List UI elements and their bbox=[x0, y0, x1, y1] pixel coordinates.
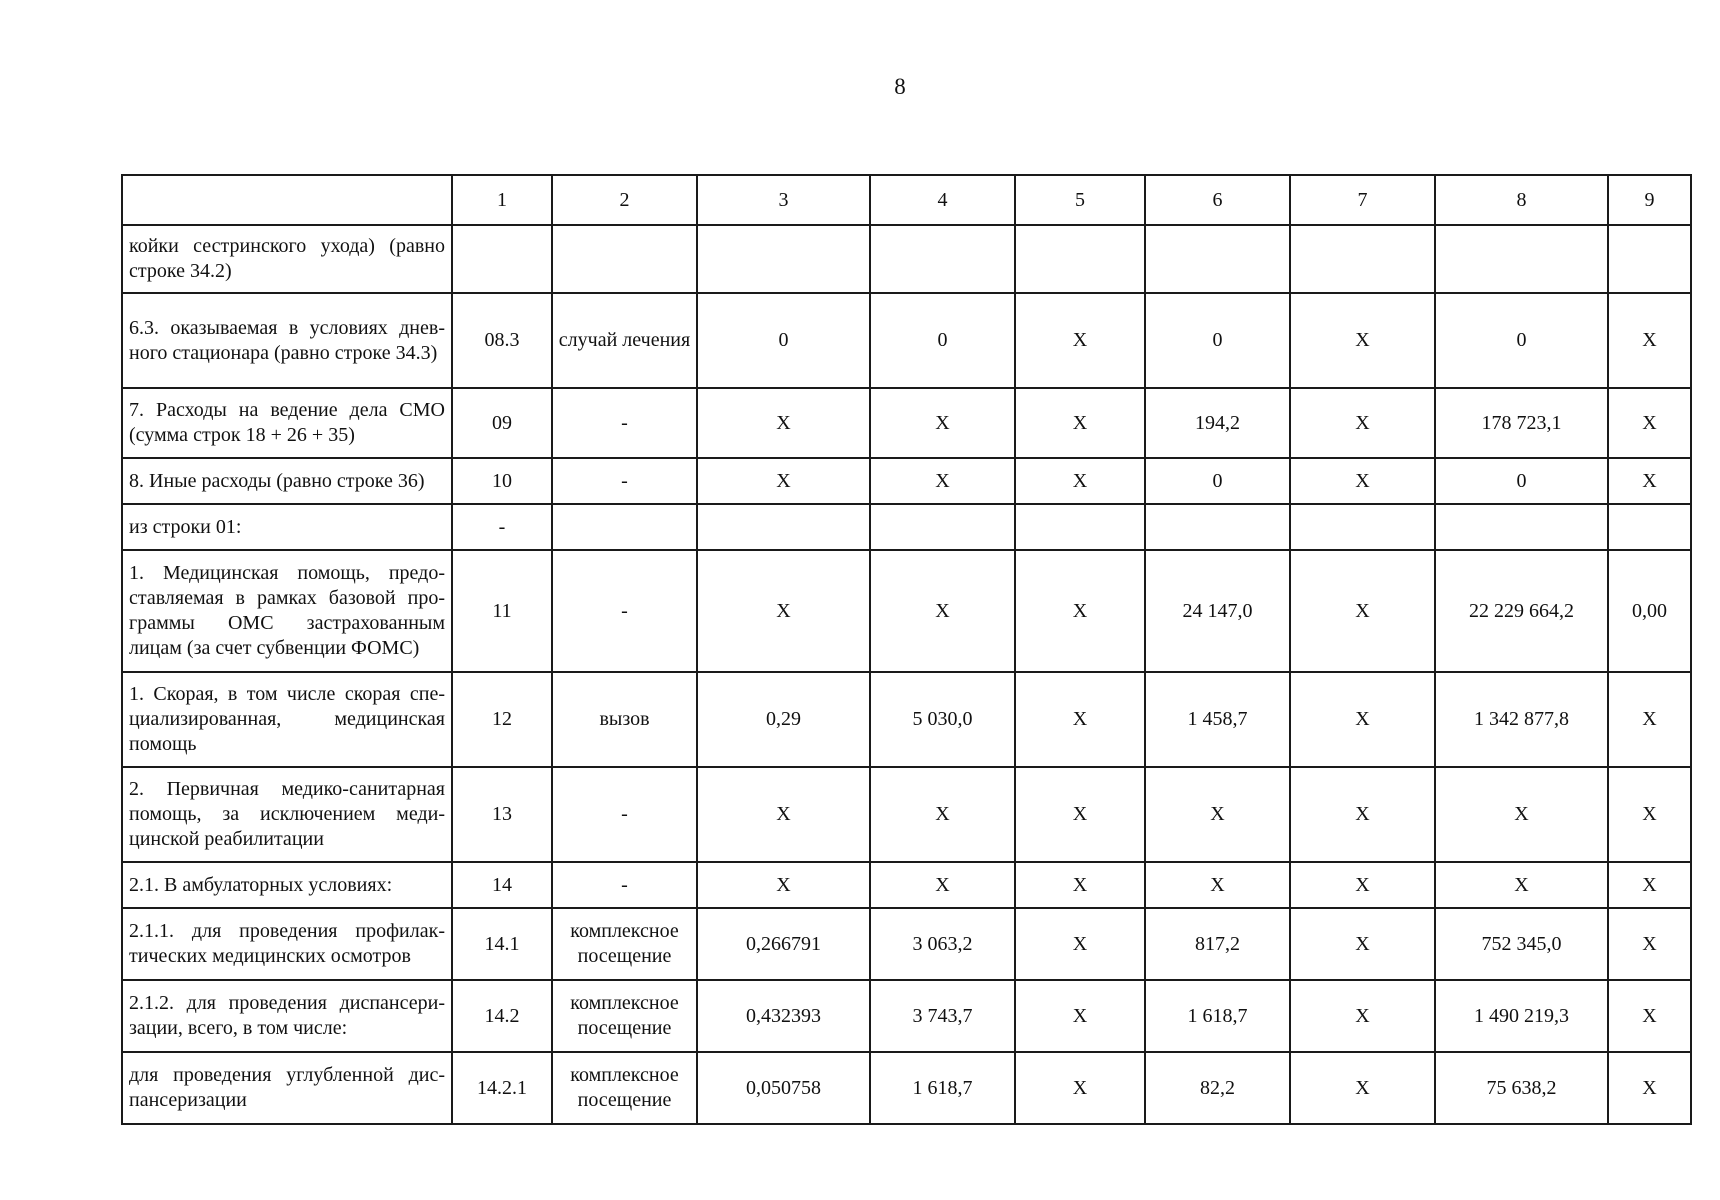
table-cell: 0,29 bbox=[697, 672, 870, 767]
table-cell: X bbox=[697, 458, 870, 504]
table-cell: 13 bbox=[452, 767, 552, 862]
table-cell: X bbox=[870, 862, 1015, 908]
table-cell: X bbox=[697, 767, 870, 862]
table-cell: 75 638,2 bbox=[1435, 1052, 1608, 1124]
header-cell: 1 bbox=[452, 175, 552, 225]
table-row bbox=[122, 767, 1691, 862]
table-cell: 752 345,0 bbox=[1435, 908, 1608, 980]
table-cell: X bbox=[1608, 862, 1691, 908]
header-cell: 9 bbox=[1608, 175, 1691, 225]
table-cell bbox=[552, 504, 697, 550]
table-cell: 14.2.1 bbox=[452, 1052, 552, 1124]
table-cell bbox=[1290, 504, 1435, 550]
table-cell: X bbox=[1015, 980, 1145, 1052]
table-cell: 3 743,7 bbox=[870, 980, 1015, 1052]
page-number: 8 bbox=[894, 74, 906, 99]
table-row bbox=[122, 980, 1691, 1052]
row-label-cell: 7. Расходы на ведение дела СМО (сумма строк 18 + 26 + 35) bbox=[122, 388, 452, 458]
table-cell: 0 bbox=[697, 293, 870, 388]
table-cell bbox=[1608, 225, 1691, 293]
table-cell: X bbox=[1145, 767, 1290, 862]
header-cell: 8 bbox=[1435, 175, 1608, 225]
table-cell: 0,432393 bbox=[697, 980, 870, 1052]
table-cell: X bbox=[697, 550, 870, 672]
table-cell: 12 bbox=[452, 672, 552, 767]
row-label-cell: 1. Скорая, в том числе скорая специализированная, медицинская помощь bbox=[122, 672, 452, 767]
table-cell: X bbox=[1015, 862, 1145, 908]
header-cell: 5 bbox=[1015, 175, 1145, 225]
table-cell bbox=[1435, 225, 1608, 293]
table-cell: X bbox=[1290, 862, 1435, 908]
table-cell bbox=[1608, 504, 1691, 550]
table-cell: - bbox=[552, 767, 697, 862]
table-cell: - bbox=[552, 550, 697, 672]
row-label-cell: 6.3. оказываемая в условиях дневного стационара (равно строке 34.3) bbox=[122, 293, 452, 388]
table-cell: 0 bbox=[1145, 458, 1290, 504]
table-cell: X bbox=[1435, 767, 1608, 862]
table-cell: 1 458,7 bbox=[1145, 672, 1290, 767]
header-cell: 7 bbox=[1290, 175, 1435, 225]
table-cell: 24 147,0 bbox=[1145, 550, 1290, 672]
table-cell: 0,050758 bbox=[697, 1052, 870, 1124]
table-cell bbox=[1435, 504, 1608, 550]
table-cell: X bbox=[1290, 672, 1435, 767]
table-cell bbox=[552, 225, 697, 293]
table-cell: X bbox=[1290, 908, 1435, 980]
table-cell: случай лечения bbox=[552, 293, 697, 388]
table-body bbox=[122, 225, 1691, 1124]
table-cell bbox=[870, 225, 1015, 293]
table-cell: X bbox=[1015, 767, 1145, 862]
table-cell: X bbox=[870, 388, 1015, 458]
table-cell bbox=[1145, 225, 1290, 293]
table-cell: X bbox=[1608, 458, 1691, 504]
table-cell: X bbox=[1015, 550, 1145, 672]
table-row bbox=[122, 458, 1691, 504]
table-cell: 178 723,1 bbox=[1435, 388, 1608, 458]
table-cell: 14.1 bbox=[452, 908, 552, 980]
table-row bbox=[122, 1052, 1691, 1124]
table-row bbox=[122, 672, 1691, 767]
table-cell: X bbox=[870, 767, 1015, 862]
table-row bbox=[122, 862, 1691, 908]
table-cell: X bbox=[870, 458, 1015, 504]
table-cell: X bbox=[1608, 908, 1691, 980]
table-cell: X bbox=[1015, 458, 1145, 504]
table-cell: вызов bbox=[552, 672, 697, 767]
table-cell bbox=[452, 225, 552, 293]
table-cell: 1 618,7 bbox=[870, 1052, 1015, 1124]
table-cell bbox=[1015, 225, 1145, 293]
table-cell: X bbox=[1608, 980, 1691, 1052]
table-row bbox=[122, 504, 1691, 550]
row-label-cell: 8. Иные расходы (равно строке 36) bbox=[122, 458, 452, 504]
table-cell: 0 bbox=[1145, 293, 1290, 388]
table-row bbox=[122, 908, 1691, 980]
table-cell: X bbox=[1290, 980, 1435, 1052]
table-cell: X bbox=[1015, 293, 1145, 388]
table-cell: X bbox=[1290, 1052, 1435, 1124]
header-cell: 4 bbox=[870, 175, 1015, 225]
row-label-cell: для проведения углубленной диспансеризации bbox=[122, 1052, 452, 1124]
table-cell: 3 063,2 bbox=[870, 908, 1015, 980]
table-cell bbox=[1290, 225, 1435, 293]
table-row bbox=[122, 388, 1691, 458]
table-cell: X bbox=[1608, 293, 1691, 388]
table-cell: X bbox=[1608, 767, 1691, 862]
table-cell: 0 bbox=[870, 293, 1015, 388]
table-cell: X bbox=[1608, 388, 1691, 458]
header-cell bbox=[122, 175, 452, 225]
row-label-cell: 2.1. В амбулаторных условиях: bbox=[122, 862, 452, 908]
table-row bbox=[122, 225, 1691, 293]
table-cell: комплексное посещение bbox=[552, 908, 697, 980]
table-cell: - bbox=[452, 504, 552, 550]
table-cell: комплексное посещение bbox=[552, 980, 697, 1052]
row-label-cell: койки сестринского ухода) (равно строке 34.2) bbox=[122, 225, 452, 293]
table-cell: X bbox=[1290, 388, 1435, 458]
table-cell: 09 bbox=[452, 388, 552, 458]
table-cell bbox=[697, 225, 870, 293]
row-label-cell: 2. Первичная медико-санитарная помощь, за исключением медицинской реабилитации bbox=[122, 767, 452, 862]
table-cell: 14.2 bbox=[452, 980, 552, 1052]
table-cell: X bbox=[697, 388, 870, 458]
table-cell: 0,266791 bbox=[697, 908, 870, 980]
table-cell bbox=[1015, 504, 1145, 550]
table-cell: 1 618,7 bbox=[1145, 980, 1290, 1052]
table-cell bbox=[1145, 504, 1290, 550]
table-cell: 22 229 664,2 bbox=[1435, 550, 1608, 672]
report-table bbox=[121, 174, 1692, 1125]
table-cell: X bbox=[1015, 908, 1145, 980]
table-cell bbox=[697, 504, 870, 550]
table-header-row bbox=[122, 175, 1691, 225]
table-cell: - bbox=[552, 862, 697, 908]
table-cell: X bbox=[870, 550, 1015, 672]
header-cell: 2 bbox=[552, 175, 697, 225]
table-cell: 11 bbox=[452, 550, 552, 672]
table-cell: X bbox=[1290, 767, 1435, 862]
table-cell: X bbox=[1015, 672, 1145, 767]
table-cell: 08.3 bbox=[452, 293, 552, 388]
table-cell: 194,2 bbox=[1145, 388, 1290, 458]
header-cell: 6 bbox=[1145, 175, 1290, 225]
row-label-cell: 2.1.1. для проведения профилактических медицинских осмотров bbox=[122, 908, 452, 980]
table-cell: X bbox=[1015, 1052, 1145, 1124]
table-cell: X bbox=[1290, 293, 1435, 388]
table-cell: - bbox=[552, 458, 697, 504]
table-cell: комплексное посещение bbox=[552, 1052, 697, 1124]
row-label-cell: из строки 01: bbox=[122, 504, 452, 550]
table-cell: 10 bbox=[452, 458, 552, 504]
row-label-cell: 1. Медицинская помощь, предоставляемая в рамках базовой программы ОМС застрахованным лицам (за счет субвенции ФОМС) bbox=[122, 550, 452, 672]
table-cell: X bbox=[1145, 862, 1290, 908]
table-cell: X bbox=[1608, 672, 1691, 767]
table-cell: 0,00 bbox=[1608, 550, 1691, 672]
table-cell: 0 bbox=[1435, 293, 1608, 388]
table-cell: 82,2 bbox=[1145, 1052, 1290, 1124]
table-cell: X bbox=[1290, 458, 1435, 504]
table-row bbox=[122, 293, 1691, 388]
table-cell: X bbox=[1290, 550, 1435, 672]
row-label-cell: 2.1.2. для проведения диспансеризации, всего, в том числе: bbox=[122, 980, 452, 1052]
table-cell: X bbox=[1015, 388, 1145, 458]
table-cell bbox=[870, 504, 1015, 550]
table-cell: 5 030,0 bbox=[870, 672, 1015, 767]
table-cell: 1 342 877,8 bbox=[1435, 672, 1608, 767]
table-cell: 817,2 bbox=[1145, 908, 1290, 980]
table-cell: X bbox=[1608, 1052, 1691, 1124]
table-cell: - bbox=[552, 388, 697, 458]
table-cell: 1 490 219,3 bbox=[1435, 980, 1608, 1052]
table-cell: X bbox=[1435, 862, 1608, 908]
table-row bbox=[122, 550, 1691, 672]
table-cell: 0 bbox=[1435, 458, 1608, 504]
table-cell: 14 bbox=[452, 862, 552, 908]
header-cell: 3 bbox=[697, 175, 870, 225]
table-cell: X bbox=[697, 862, 870, 908]
